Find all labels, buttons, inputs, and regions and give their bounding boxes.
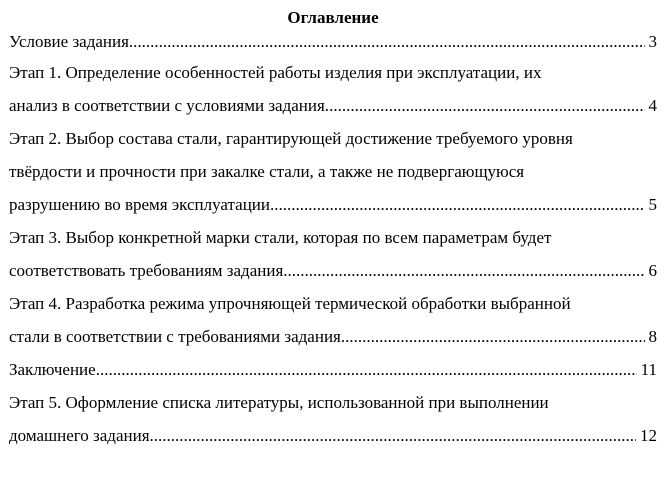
toc-entry-text: Этап 5. Оформление списка литературы, использованной при выполнении [9, 393, 549, 412]
toc-entry-text: разрушению во время эксплуатации [9, 195, 270, 214]
toc-page-number: 12 [640, 426, 657, 445]
dot-leader [283, 254, 644, 287]
toc-entry-text: Условие задания [9, 32, 129, 51]
table-of-contents [9, 0, 657, 452]
toc-title: Оглавление [287, 8, 379, 27]
dot-leader [329, 89, 644, 122]
toc-entry-text: Этап 2. Выбор состава стали, гарантирующей достижение требуемого уровня [9, 129, 573, 148]
dot-leader [270, 188, 645, 221]
toc-entry-stage-2[interactable] [9, 122, 657, 221]
toc-entry-text: Этап 4. Разработка режима упрочняющей термической обработки выбранной [9, 294, 571, 313]
toc-entry-line [9, 320, 657, 353]
toc-page-number: 6 [648, 261, 657, 280]
toc-entry-line [9, 89, 657, 122]
toc-entry-text: Этап 1. Определение особенностей работы изделия при эксплуатации, их [9, 63, 542, 82]
toc-page-number: 5 [648, 195, 657, 214]
toc-entry-stage-5[interactable] [9, 386, 657, 452]
toc-page-number: 11 [640, 360, 657, 379]
toc-page-number: 8 [648, 327, 657, 346]
toc-entry-stage-1[interactable] [9, 56, 657, 122]
toc-entry-line [9, 188, 657, 221]
dot-leader [345, 320, 644, 353]
toc-entry-text: соответствовать требованиям задания [9, 261, 284, 280]
toc-entry-line [9, 353, 657, 386]
toc-entry-line [9, 419, 657, 452]
toc-page-number: 4 [648, 96, 657, 115]
toc-entry-text: стали в соответствии с требованиями задания. [9, 327, 346, 346]
toc-entry-stage-4[interactable] [9, 287, 657, 353]
dot-leader [154, 419, 636, 452]
toc-entry-stage-3[interactable] [9, 221, 657, 287]
toc-entry-text: твёрдости и прочности при закалке стали, а также не подвергающуюся [9, 162, 525, 181]
toc-entry-conclusion[interactable] [9, 353, 657, 386]
toc-page-number: 3 [648, 32, 657, 51]
toc-entry-line [9, 254, 657, 287]
toc-entry-line [9, 28, 657, 56]
toc-entry-text: домашнего задания. [9, 426, 154, 445]
dot-leader [100, 353, 637, 386]
toc-entry-text: Заключение. [9, 360, 100, 379]
dot-leader [129, 28, 645, 56]
toc-entry-conditions[interactable] [9, 28, 657, 56]
toc-entry-text: анализ в соответствии с условиями задания. [9, 96, 330, 115]
toc-entry-text: Этап 3. Выбор конкретной марки стали, которая по всем параметрам будет [9, 228, 552, 247]
